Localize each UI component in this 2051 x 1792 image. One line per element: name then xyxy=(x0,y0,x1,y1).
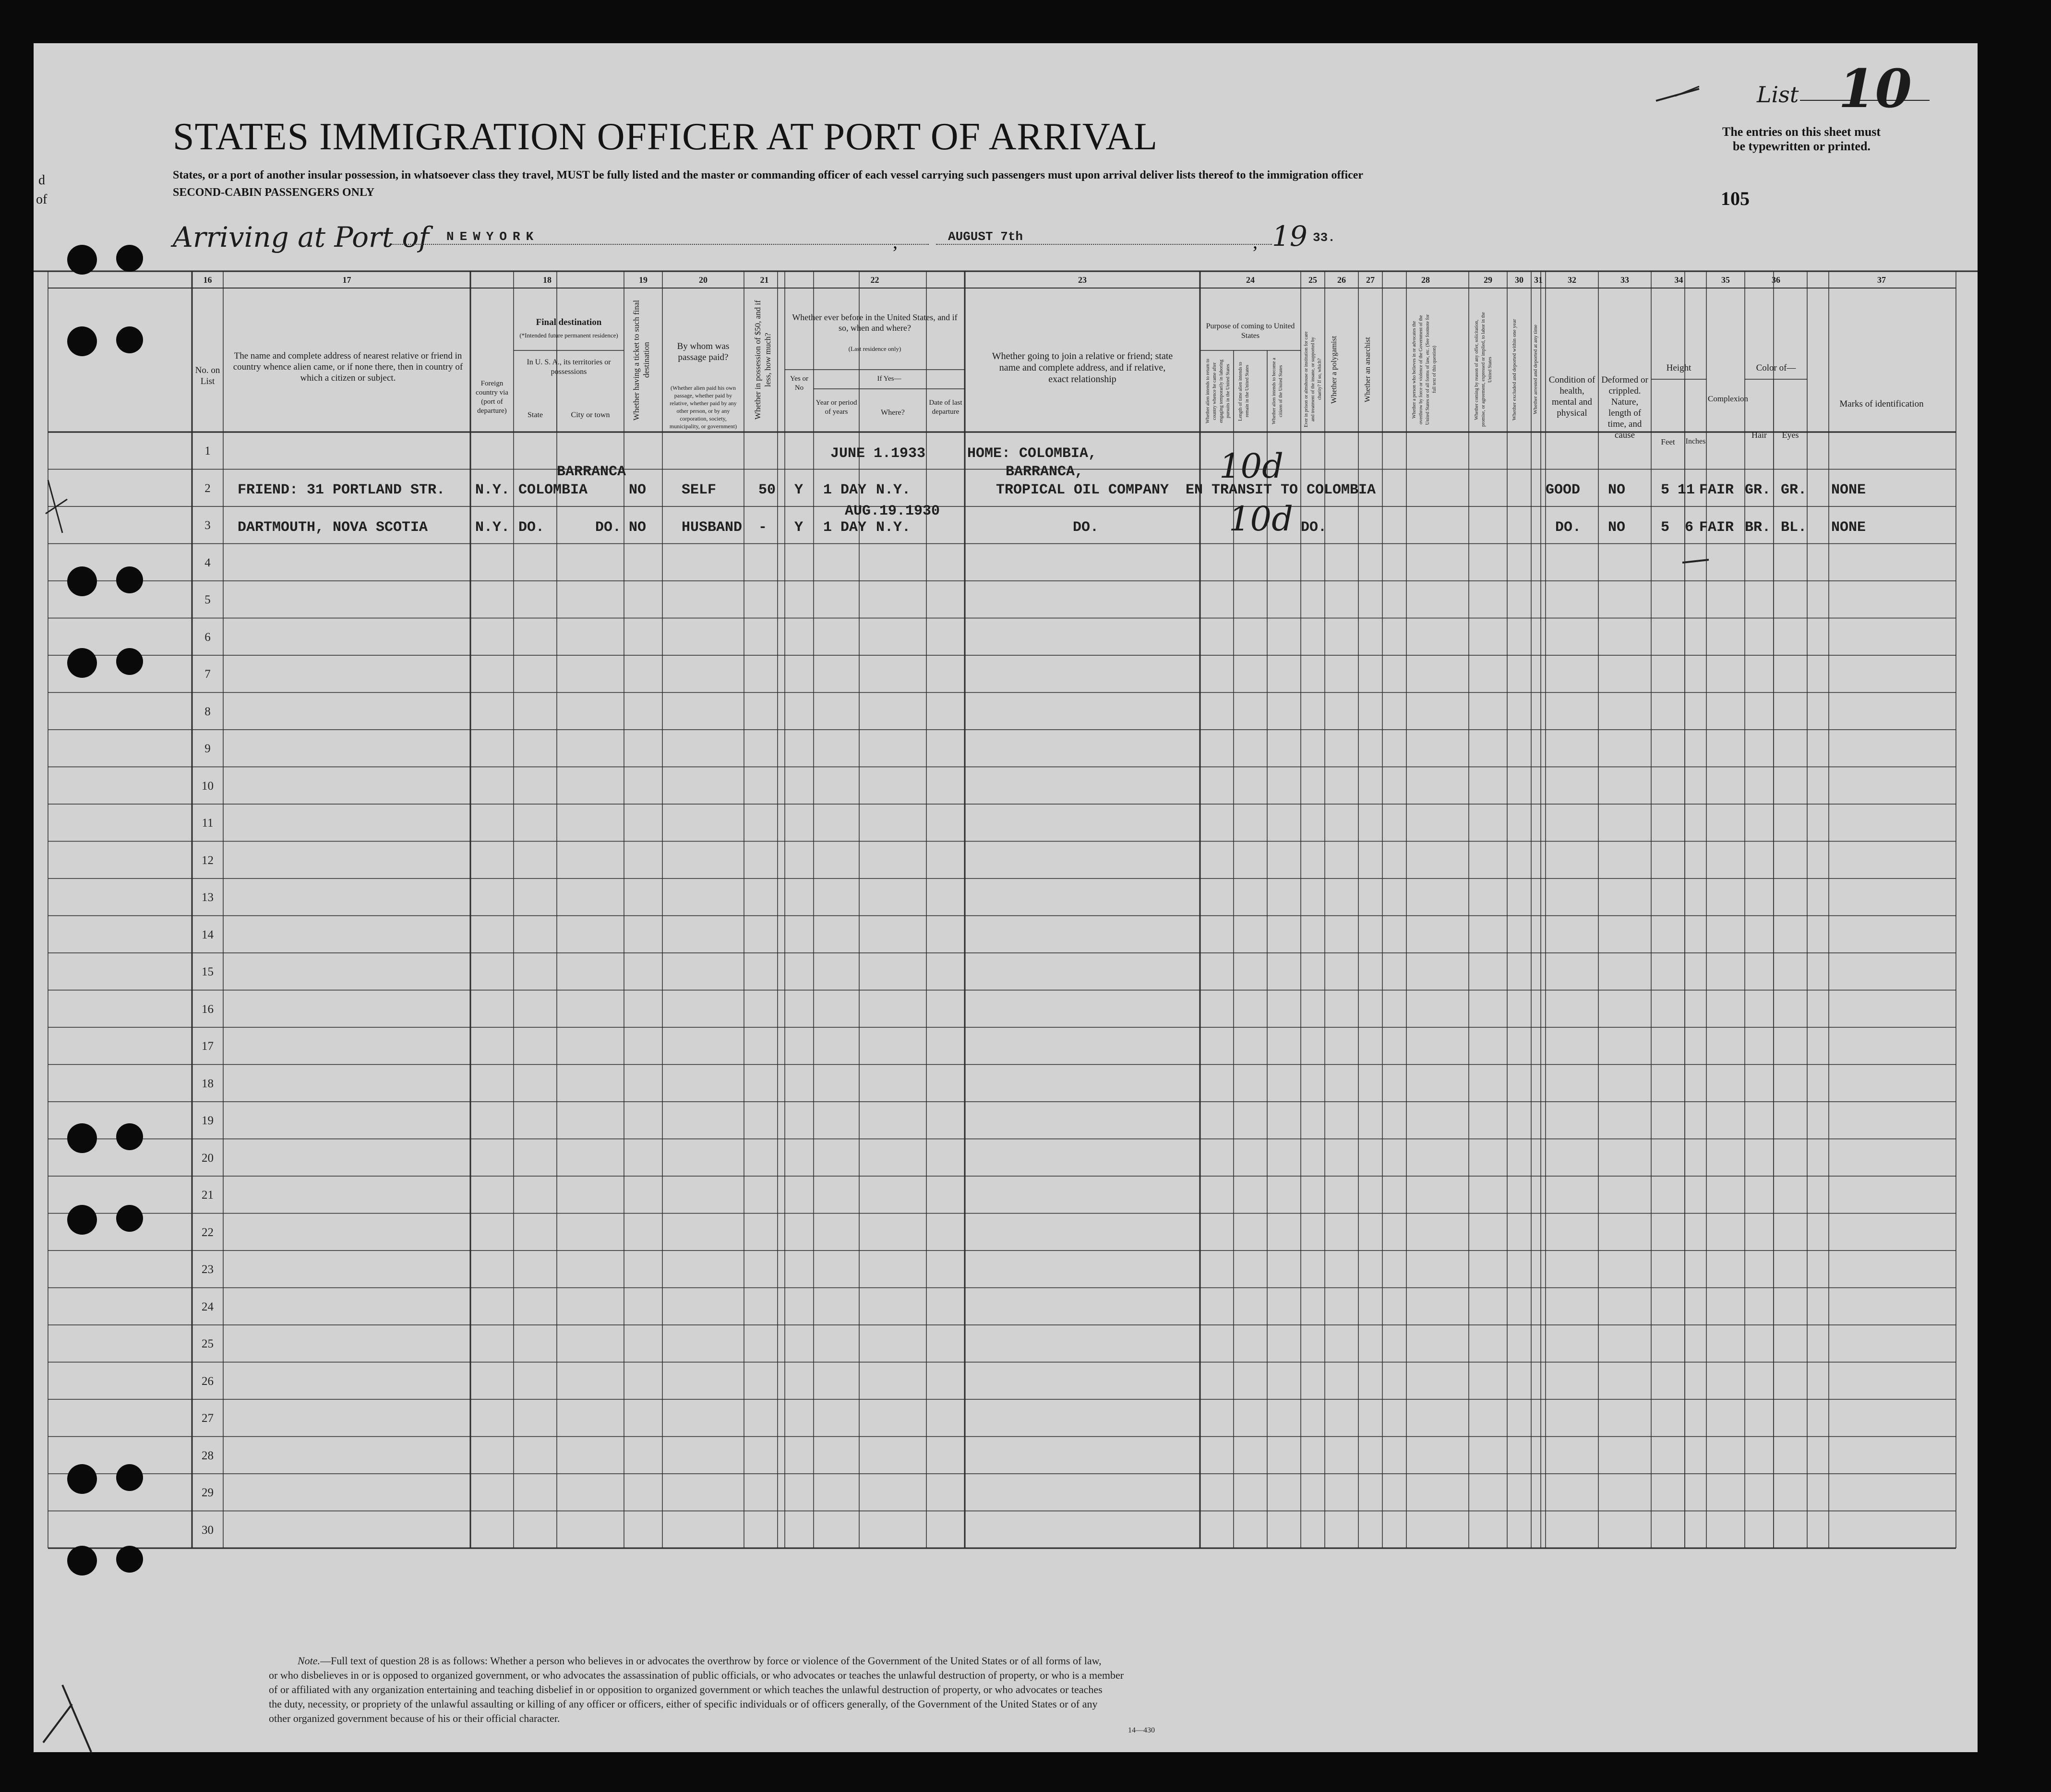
row-number: 20 xyxy=(202,1151,214,1165)
entry-1-where: N.Y. xyxy=(876,482,911,498)
header-q29: Whether coming by reason of any offer, solicitation, promise, or agreement, expressed or implied, to labor in the United States xyxy=(1474,312,1493,427)
entry-1-stay-handwritten: 10d xyxy=(1219,446,1283,486)
entry-1-join-3: TROPICAL OIL COMPANY xyxy=(996,482,1169,498)
manifest-sheet xyxy=(34,43,1978,1752)
binder-hole xyxy=(67,648,97,678)
row-number: 1 xyxy=(204,445,211,457)
column-number-21: 21 xyxy=(760,275,769,285)
entry-2-join-1: DO. xyxy=(1073,519,1099,536)
header-passage-paid: By whom was passage paid? xyxy=(677,341,730,362)
header-city: City or town xyxy=(571,411,610,419)
header-money: Whether in possession of $50, and if less, how much? xyxy=(753,300,772,420)
row-number: 11 xyxy=(202,817,214,830)
header-color-of: Color of— xyxy=(1756,363,1796,373)
binder-hole xyxy=(116,1205,143,1232)
entry-1-marks: NONE xyxy=(1831,482,1866,498)
entry-2-period: 1 DAY xyxy=(823,519,867,536)
header-passage-paid-sub: (Whether alien paid his own passage, whether paid by relative, whether paid by any other person, or by any corporation, society, municipality, or government) xyxy=(669,385,737,430)
binder-hole xyxy=(116,566,143,593)
entry-1-date: JUNE 1.1933 xyxy=(830,445,926,462)
entry-1-join-1: HOME: COLOMBIA, xyxy=(967,445,1097,462)
binder-hole xyxy=(67,1123,97,1153)
row-number: 17 xyxy=(202,1040,214,1053)
handwritten-marks xyxy=(34,43,1978,1752)
footnote-line-4: the duty, necessity, or propriety of the unlawful assaulting or killing of any officer or officers, either of specific individuals or of officers generally, of the Government of the United States or of any xyxy=(269,1698,1098,1710)
column-number-37: 37 xyxy=(1877,275,1886,285)
header-excluded: Whether excluded and deported within one year xyxy=(1511,319,1517,421)
row-number: 22 xyxy=(202,1226,214,1239)
column-number-20: 20 xyxy=(699,275,708,285)
binder-hole xyxy=(116,1546,143,1573)
instructions-line-1: The entries on this sheet must xyxy=(1722,125,1881,139)
entry-1-complexion: FAIR xyxy=(1699,482,1734,498)
row-number: 3 xyxy=(204,519,211,532)
entry-1-deformed: NO xyxy=(1608,482,1626,498)
row-number: 24 xyxy=(202,1300,214,1313)
row-number: 28 xyxy=(202,1449,214,1462)
entry-2-complexion: FAIR xyxy=(1699,519,1734,536)
binder-hole xyxy=(67,245,97,275)
entry-2-eyes: BL. xyxy=(1781,519,1807,536)
entry-1-ticket: NO xyxy=(629,482,647,498)
row-number: 30 xyxy=(202,1523,214,1537)
comma-2: , xyxy=(1253,231,1258,253)
entry-2-city-ditto: DO. xyxy=(518,519,545,536)
row-number: 19 xyxy=(202,1114,214,1127)
form-number: 14—430 xyxy=(1128,1726,1155,1734)
row-number: 9 xyxy=(204,742,211,755)
header-hair: Hair xyxy=(1751,430,1767,440)
row-number: 18 xyxy=(202,1077,214,1090)
header-purpose-b: Length of time alien intends to remain in the United States xyxy=(1238,361,1250,421)
column-number-29: 29 xyxy=(1484,275,1492,285)
footnote-lead: Note. xyxy=(298,1655,321,1667)
header-prison: Ever in prison or almshouse or institution for care and treatment of the insane, or supported by charity? If so, which? xyxy=(1304,331,1322,427)
column-number-19: 19 xyxy=(639,275,648,285)
header-q28: Whether a person who believes in or advocates the overthrow by force or violence of the Government of the United States or of all forms of law, etc. (See footnote for full text of this question) xyxy=(1412,314,1437,425)
header-anarchist: Whether an anarchist xyxy=(1364,337,1372,402)
row-number: 12 xyxy=(202,854,214,867)
column-number-25: 25 xyxy=(1308,275,1317,285)
column-number-33: 33 xyxy=(1620,275,1629,285)
page-title: STATES IMMIGRATION OFFICER AT PORT OF ARRIVAL xyxy=(173,116,1158,158)
entry-1-feet: 5 xyxy=(1661,482,1670,498)
entry-2-hair: BR. xyxy=(1745,519,1771,536)
comma: , xyxy=(893,231,898,253)
list-label: List xyxy=(1757,82,1799,108)
footnote-line-5: other organized government because of his or their official character. xyxy=(269,1712,560,1724)
entry-2-marks: NONE xyxy=(1831,519,1866,536)
entry-2-city: DO. xyxy=(595,519,622,536)
header-relative-address: The name and complete address of nearest relative or friend in country whence alien came, or if none there, then in country of which a citizen or subject. xyxy=(233,351,463,383)
entry-2-where: N.Y. xyxy=(876,519,911,536)
column-number-36: 36 xyxy=(1772,275,1780,285)
binder-hole xyxy=(116,648,143,675)
binder-hole xyxy=(67,566,97,596)
column-number-27: 27 xyxy=(1366,275,1375,285)
row-number: 15 xyxy=(202,965,214,978)
binder-hole xyxy=(116,1123,143,1150)
binder-hole xyxy=(116,1464,143,1491)
header-final-destination-sub: (*Intended future permanent residence) xyxy=(519,332,618,339)
header-height: Height xyxy=(1666,363,1691,373)
entry-2-money: - xyxy=(758,519,768,536)
header-arrested: Whether arrested and deported at any time xyxy=(1533,325,1538,415)
column-number-18: 18 xyxy=(543,275,552,285)
entry-2-relative: DARTMOUTH, NOVA SCOTIA xyxy=(238,519,428,536)
header-no-on-list: No. on List xyxy=(195,365,220,386)
entry-1-period: 1 DAY xyxy=(823,482,867,498)
date-value: AUGUST 7th xyxy=(948,229,1023,244)
header-state: State xyxy=(528,411,543,419)
column-number-28: 28 xyxy=(1421,275,1430,285)
header-eyes: Eyes xyxy=(1782,430,1799,440)
entry-2-stay-handwritten: 10d xyxy=(1229,499,1293,539)
entry-1-hair: GR. xyxy=(1745,482,1771,498)
entry-1-city-above: BARRANCA xyxy=(557,464,626,480)
column-number-30: 30 xyxy=(1515,275,1523,285)
margin-fragment-of: of xyxy=(36,192,48,207)
row-number: 29 xyxy=(202,1486,214,1499)
binder-hole xyxy=(67,326,97,356)
entry-1-transit: EN TRANSIT TO COLOMBIA xyxy=(1186,482,1376,498)
footnote-line-2: or who disbelieves in or is opposed to organized government, or who advocates the assassination of public officials, or who advocates or teaches the unlawful destruction of property, or who is a member xyxy=(269,1669,1124,1681)
header-deformed: Deformed or crippled. Nature, length of time, and cause xyxy=(1601,375,1648,440)
row-number: 13 xyxy=(202,891,214,904)
entry-2-state: N.Y. xyxy=(475,519,510,536)
subtitle-line-1: States, or a port of another insular possession, in whatsoever class they travel, MUST be fully listed and the master or commanding officer of each vessel carrying such passengers must upon arrival deliver lists thereof to the immigration officer xyxy=(173,169,1364,181)
header-ticket: Whether having a ticket to such final destination xyxy=(632,300,651,421)
entry-2-deformed: NO xyxy=(1608,519,1626,536)
column-number-26: 26 xyxy=(1337,275,1346,285)
header-complexion: Complexion xyxy=(1708,394,1749,403)
row-number: 14 xyxy=(202,928,214,941)
column-number-24: 24 xyxy=(1246,275,1255,285)
header-health: Condition of health, mental and physical xyxy=(1548,375,1595,418)
header-final-destination: Final destination xyxy=(536,317,602,327)
header-purpose: Purpose of coming to United States xyxy=(1206,322,1295,340)
entry-2-ticket: NO xyxy=(629,519,647,536)
entry-1-relative: FRIEND: 31 PORTLAND STR. xyxy=(238,482,445,498)
row-number: 6 xyxy=(204,630,211,644)
row-number: 27 xyxy=(202,1412,214,1425)
row-number: 7 xyxy=(204,668,211,681)
column-number-35: 35 xyxy=(1721,275,1730,285)
row-number: 23 xyxy=(202,1263,214,1276)
row-number: 16 xyxy=(202,1002,214,1016)
column-number-22: 22 xyxy=(870,275,879,285)
header-date-departure: Date of last departure xyxy=(929,399,962,416)
header-last-residence: (Last residence only) xyxy=(848,345,901,352)
header-period: Year or period of years xyxy=(816,399,857,416)
entry-1-eyes: GR. xyxy=(1781,482,1807,498)
row-number: 4 xyxy=(204,556,211,569)
entry-1-before: Y xyxy=(794,482,804,498)
entry-2-date: AUG.19.1930 xyxy=(845,503,940,519)
column-number-23: 23 xyxy=(1078,275,1087,285)
binder-hole xyxy=(67,1546,97,1576)
entry-2-inches: 6 xyxy=(1685,519,1694,536)
year-prefix: 19 xyxy=(1272,220,1307,253)
row-number: 5 xyxy=(204,593,211,606)
header-yes-no: Yes or No xyxy=(790,375,809,392)
binder-hole xyxy=(67,1464,97,1494)
column-number-16: 16 xyxy=(203,275,212,285)
footnote-line-1: —Full text of question 28 is as follows: Whether a person who believes in or advocates the overthrow by force or violence of the Government of the United States or of all forms of law, xyxy=(320,1655,1102,1667)
margin-fragment-d: d xyxy=(38,173,45,188)
entry-1-health: GOOD xyxy=(1546,482,1581,498)
entry-1-paid-by: SELF xyxy=(682,482,717,498)
entry-1-inches: 11 xyxy=(1678,482,1695,498)
header-feet: Feet xyxy=(1661,437,1675,446)
header-join-relative: Whether going to join a relative or friend; state name and complete address, and if relative, exact relationship xyxy=(992,351,1173,385)
header-where: Where? xyxy=(881,409,905,417)
row-number: 25 xyxy=(202,1337,214,1350)
header-inches: Inches xyxy=(1685,437,1706,445)
entry-1-money: 50 xyxy=(758,482,776,498)
header-marks: Marks of identification xyxy=(1839,399,1924,409)
column-number-17: 17 xyxy=(342,275,351,285)
row-number: 21 xyxy=(202,1189,214,1202)
port-value: NEWYORK xyxy=(446,229,540,244)
header-foreign-country: Foreign country via (port of departure) xyxy=(476,380,508,415)
header-purpose-c: Whether alien intends to become a citizen of the United States xyxy=(1271,358,1283,425)
page-number: 105 xyxy=(1721,188,1750,209)
binder-hole xyxy=(67,1205,97,1235)
column-number-34: 34 xyxy=(1674,275,1683,285)
column-number-32: 32 xyxy=(1568,275,1576,285)
column-number-31: 31 xyxy=(1534,275,1543,285)
entry-2-transit: DO. xyxy=(1301,519,1327,536)
entry-1-city: COLOMBIA xyxy=(518,482,588,498)
instructions-line-2: be typewritten or printed. xyxy=(1733,139,1871,153)
row-number: 8 xyxy=(204,705,211,718)
row-number: 2 xyxy=(204,481,211,495)
header-purpose-a: Whether alien intends to return to country whence he came after engaging temporarily in laboring pursuits in the United States xyxy=(1205,359,1231,424)
entry-1-join-2: BARRANCA, xyxy=(1006,464,1084,480)
binder-hole xyxy=(116,326,143,353)
entry-2-health: DO. xyxy=(1555,519,1582,536)
header-before-in-us: Whether ever before in the United States, and if so, when and where? xyxy=(792,313,958,333)
entry-2-paid-by: HUSBAND xyxy=(682,519,743,536)
row-number: 10 xyxy=(202,779,214,793)
arriving-label: Arriving at Port of xyxy=(173,221,429,253)
header-polygamist: Whether a polygamist xyxy=(1330,336,1338,404)
row-number: 26 xyxy=(202,1374,214,1388)
entry-1-state: N.Y. xyxy=(475,482,510,498)
year-suffix: 33. xyxy=(1313,230,1335,245)
list-number: 10 xyxy=(1838,58,1912,120)
header-in-usa: In U. S. A., its territories or possessions xyxy=(527,358,611,376)
header-if-yes: If Yes— xyxy=(877,375,901,383)
footnote-line-3: of or affiliated with any organization entertaining and teaching disbelief in or opposition to organized government or which teaches the unlawful destruction of property, or who advocates or teaches xyxy=(269,1684,1103,1696)
entry-2-feet: 5 xyxy=(1661,519,1670,536)
entry-2-before: Y xyxy=(794,519,804,536)
subtitle-line-2: SECOND-CABIN PASSENGERS ONLY xyxy=(173,186,375,199)
binder-hole xyxy=(116,245,143,272)
